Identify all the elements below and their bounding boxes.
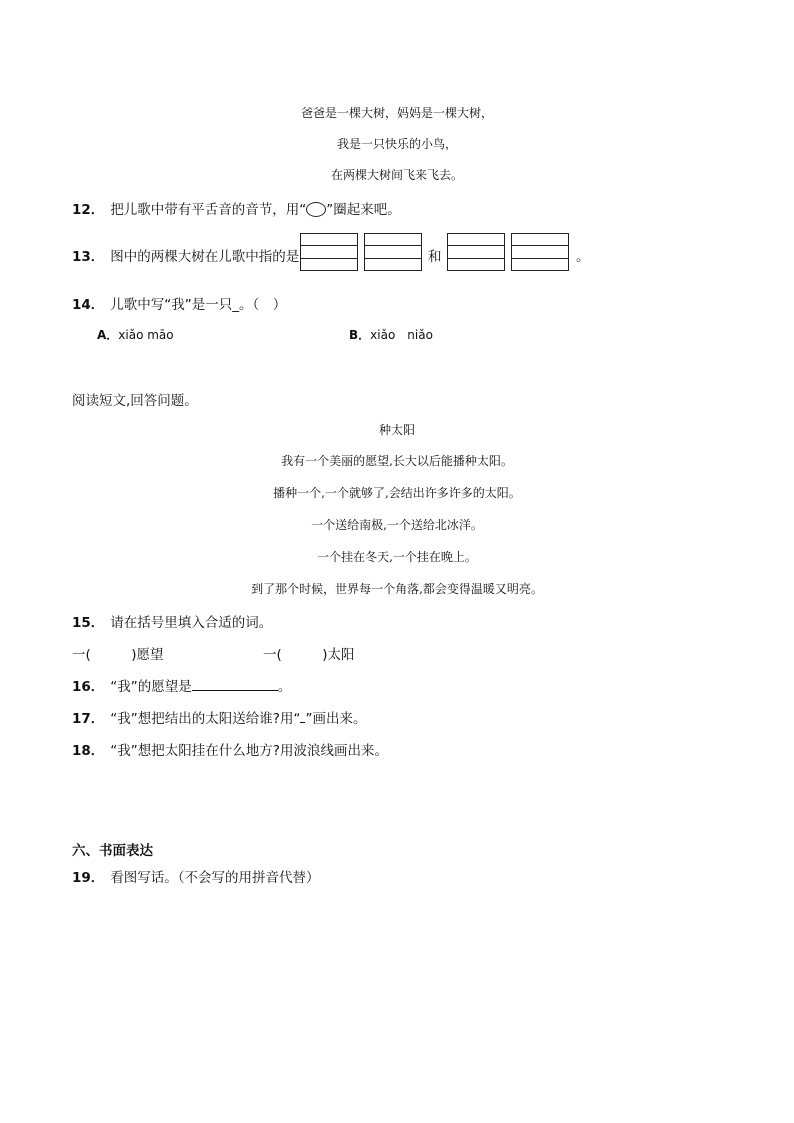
question-text: 把儿歌中带有平舌音的音节，用“ (110, 202, 307, 218)
question-text: 图中的两棵大树在儿歌中指的是 (110, 249, 300, 265)
section-heading: 六、书面表达 (72, 843, 153, 859)
passage-line-3: 一个送给南极,一个送给北冰洋。 (311, 518, 483, 532)
question-text: “我”想把太阳挂在什么地方?用波浪线画出来。 (110, 743, 388, 759)
circle-icon (306, 202, 326, 217)
option-label: A． (97, 328, 119, 342)
fill-blank-2[interactable]: 一( )太阳 (263, 647, 355, 663)
question-19 (72, 866, 320, 886)
reading-instruction: 阅读短文,回答问题。 (72, 393, 198, 409)
question-number: 18． (72, 743, 105, 759)
question-number: 12． (72, 202, 105, 218)
passage-line-1: 我有一个美丽的愿望,长大以后能播种太阳。 (281, 454, 513, 468)
question-12 (72, 198, 401, 218)
and-text: 和 (428, 249, 442, 265)
question-14 (72, 293, 286, 313)
end-punct: 。 (277, 679, 292, 695)
option-b[interactable] (349, 326, 433, 343)
passage-line-4: 一个挂在冬天,一个挂在晚上。 (317, 550, 477, 564)
question-text: 请在括号里填入合适的词。 (110, 615, 273, 631)
question-number: 17． (72, 711, 105, 727)
pinyin-grid-box[interactable] (364, 233, 422, 271)
question-number: 13． (72, 249, 105, 265)
option-text: xiǎo niǎo (370, 328, 433, 342)
end-punct: 。 (576, 249, 590, 265)
option-a[interactable] (97, 326, 174, 343)
poem-line-3: 在两棵大树间飞来飞去。 (330, 168, 463, 182)
pinyin-grid-box[interactable] (447, 233, 505, 271)
option-text: xiǎo māo (118, 328, 174, 342)
option-label: B． (349, 328, 371, 342)
question-13 (72, 245, 299, 265)
passage-line-2: 播种一个,一个就够了,会结出许多许多的太阳。 (273, 486, 521, 500)
question-text-end: ”画出来。 (305, 711, 367, 727)
question-15 (72, 611, 272, 631)
question-16 (72, 675, 291, 695)
question-17 (72, 707, 366, 727)
question-number: 15． (72, 615, 105, 631)
question-text-end: ”圈起来吧。 (326, 202, 401, 218)
poem-line-1: 爸爸是一棵大树，妈妈是一棵大树， (300, 106, 493, 120)
question-number: 19． (72, 870, 105, 886)
question-text: “我”的愿望是 (110, 679, 192, 695)
question-text: 儿歌中写“我”是一只_。（ ） (110, 297, 287, 313)
question-number: 16． (72, 679, 105, 695)
passage-title: 种太阳 (378, 423, 415, 437)
answer-blank[interactable] (192, 678, 278, 691)
question-text: 看图写话。（不会写的用拼音代替） (110, 870, 320, 886)
fill-blank-1[interactable]: 一( )愿望 (72, 647, 164, 663)
question-text: “我”想把结出的太阳送给谁?用“ (110, 711, 301, 727)
question-18 (72, 739, 388, 759)
passage-line-5: 到了那个时候，世界每一个角落,都会变得温暖又明亮。 (251, 582, 543, 596)
question-number: 14． (72, 297, 105, 313)
poem-line-2: 我是一只快乐的小鸟， (336, 137, 457, 151)
pinyin-grid-box[interactable] (300, 233, 358, 271)
pinyin-grid-box[interactable] (511, 233, 569, 271)
